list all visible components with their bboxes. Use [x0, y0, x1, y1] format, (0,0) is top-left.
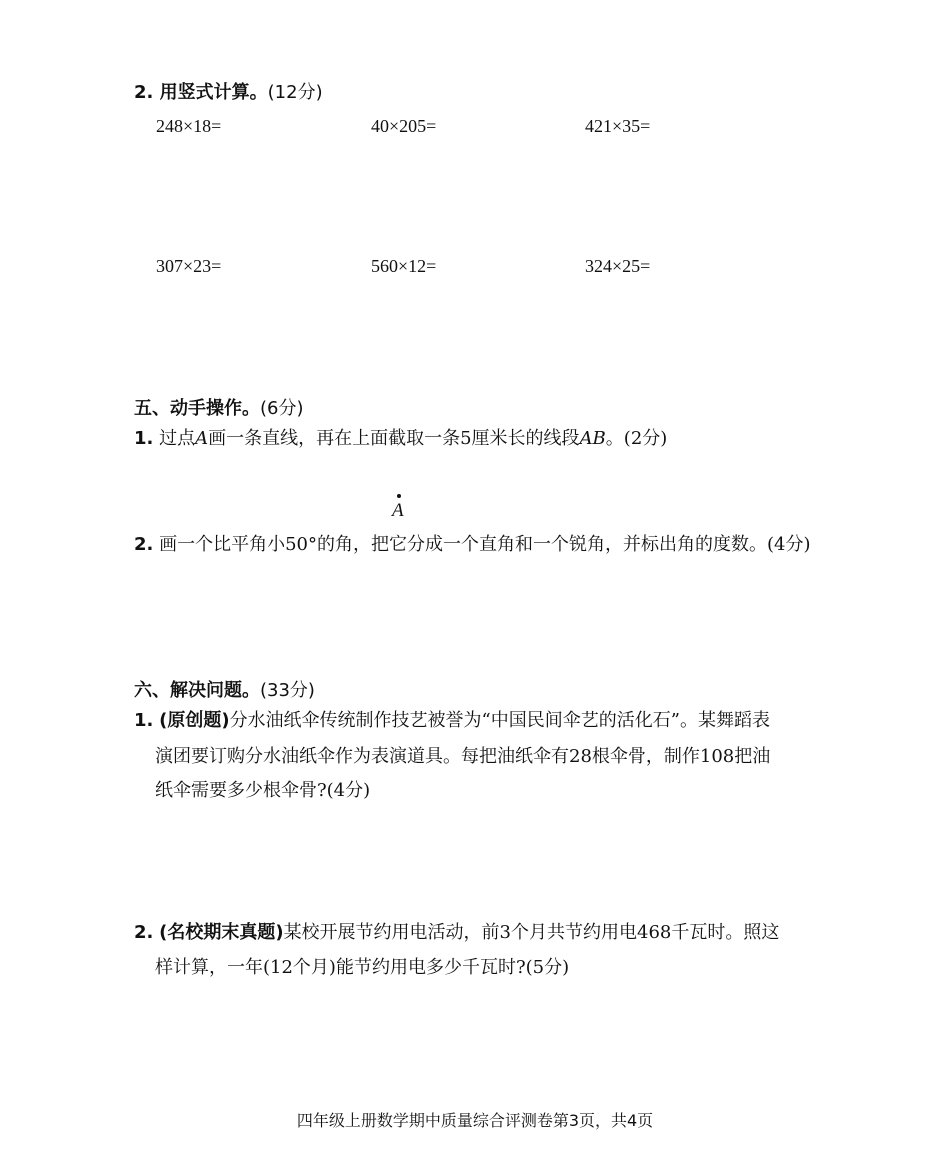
- expression-1: 248×18=: [156, 116, 222, 136]
- question-text-part: 过点: [159, 428, 196, 449]
- question-text: 画一个比平角小50°的角，把它分成一个直角和一个锐角，并标出角的度数。(4分): [159, 534, 811, 555]
- point-a-label: A: [392, 500, 404, 521]
- section-six-title: 六、解决问题。: [134, 680, 260, 701]
- question-number: 2.: [134, 82, 154, 103]
- question-points: (12分): [267, 82, 323, 103]
- calc-question-heading: [134, 78, 323, 104]
- variable-ab: AB: [579, 428, 606, 449]
- problem-1-line-1: [134, 704, 770, 738]
- question-tag: (名校期末真题): [159, 922, 284, 943]
- question-title: 用竖式计算。: [159, 82, 268, 103]
- question-number: 2.: [134, 922, 154, 943]
- point-a-dot: [397, 494, 401, 498]
- section-six-heading: [134, 676, 315, 702]
- problem-text: 某校开展节约用电活动，前3个月共节约用电468千瓦时。照这: [283, 922, 780, 943]
- page-footer: 四年级上册数学期中质量综合评测卷第3页，共4页: [296, 1111, 654, 1130]
- operation-question-2: [134, 528, 811, 562]
- problem-1-line-2: 演团要订购分水油纸伞作为表演道具。每把油纸伞有28根伞骨，制作108把油: [155, 746, 771, 767]
- question-text-part: 画一条直线，再在上面截取一条5厘米长的线段: [208, 428, 580, 449]
- expression-3: 421×35=: [585, 116, 651, 136]
- expression-6: 324×25=: [585, 256, 651, 276]
- question-number: 2.: [134, 534, 154, 555]
- section-five-title: 五、动手操作。: [134, 398, 260, 419]
- expression-2: 40×205=: [371, 116, 437, 136]
- section-six-points: (33分): [260, 680, 315, 701]
- section-five-heading: [134, 394, 304, 420]
- question-text-part: 。(2分): [605, 428, 668, 449]
- variable-a: A: [195, 428, 209, 449]
- problem-2-line-1: [134, 916, 779, 950]
- question-number: 1.: [134, 710, 154, 731]
- question-tag: (原创题): [159, 710, 230, 731]
- expression-4: 307×23=: [156, 256, 222, 276]
- operation-question-1: [134, 422, 667, 456]
- section-five-points: (6分): [260, 398, 304, 419]
- expression-5: 560×12=: [371, 256, 437, 276]
- problem-1-line-3: 纸伞需要多少根伞骨?(4分): [155, 780, 371, 801]
- question-number: 1.: [134, 428, 154, 449]
- problem-text: 分水油纸伞传统制作技艺被誉为“中国民间伞艺的活化石”。某舞蹈表: [229, 710, 770, 731]
- problem-2-line-2: 样计算，一年(12个月)能节约用电多少千瓦时?(5分): [155, 957, 570, 978]
